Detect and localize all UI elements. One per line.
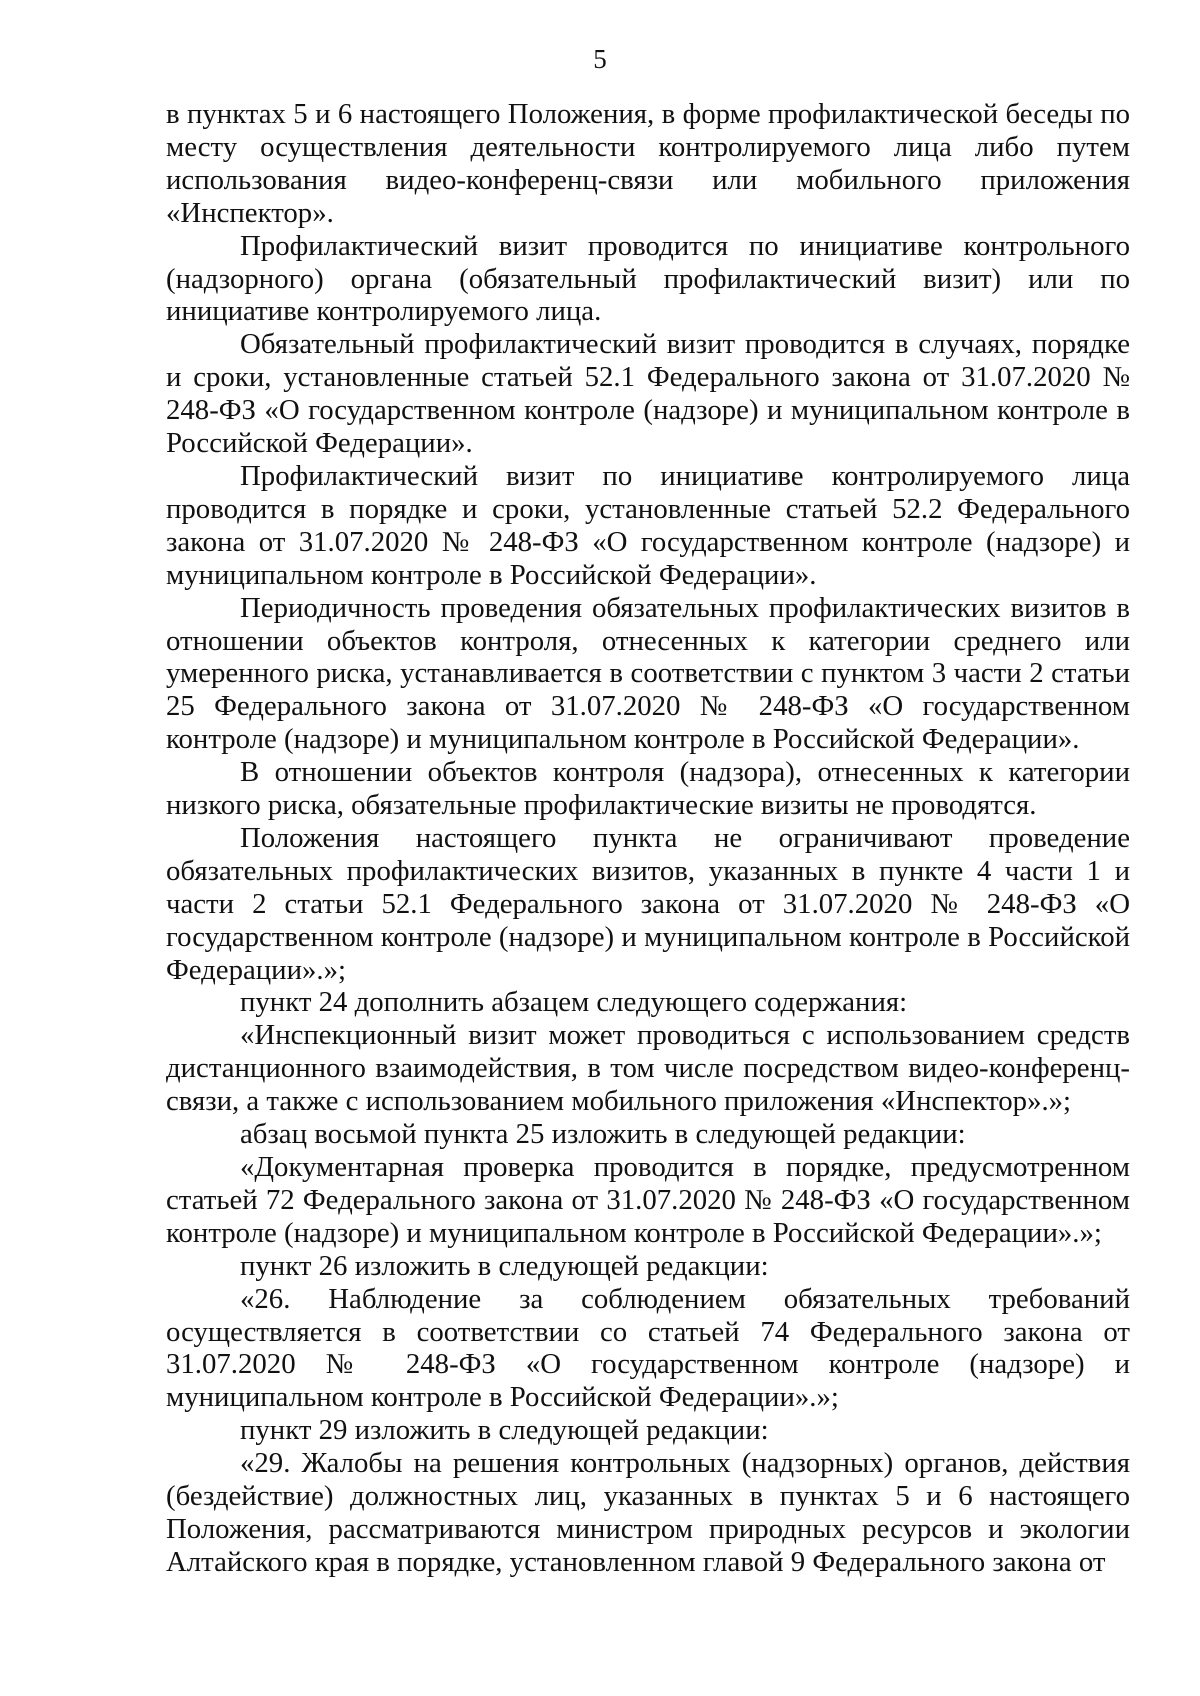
paragraph-item-24-content: «Инспекционный визит может проводиться с использованием средств дистанционного взаимодействия, в том числе посредством видео-конференц-связи, а также с использованием мобильного приложения «Инспектор».»;	[166, 1019, 1130, 1118]
paragraph-periodicity: Периодичность проведения обязательных профилактических визитов в отношении объектов контроля, отнесенных к категории среднего или умеренного риска, устанавливается в соответствии с пунктом 3 части 2 статьи 25 Федерального закона от 31.07.2020 № 248-ФЗ «О государственном контроле (надзоре) и муниципальном контроле в Российской Федерации».	[166, 591, 1130, 756]
paragraph-provisions: Положения настоящего пункта не ограничивают проведение обязательных профилактических визитов, указанных в пункте 4 части 1 и части 2 статьи 52.1 Федерального закона от 31.07.2020 № 248-ФЗ «О государственном контроле (надзоре) и муниципальном контроле в Российской Федерации».»;	[166, 821, 1130, 986]
paragraph-low-risk: В отношении объектов контроля (надзора), отнесенных к категории низкого риска, обязательные профилактические визиты не проводятся.	[166, 756, 1130, 822]
paragraph-item-29-content: «29. Жалобы на решения контрольных (надзорных) органов, действия (бездействие) должностных лиц, указанных в пунктах 5 и 6 настоящего Положения, рассматриваются министром природных ресурсов и экологии Алтайского края в порядке, установленном главой 9 Федерального закона от	[166, 1447, 1130, 1578]
paragraph-item-29-instruction: пункт 29 изложить в следующей редакции:	[240, 1414, 769, 1447]
paragraph-visit-by-controlled-person: Профилактический визит по инициативе контролируемого лица проводится в порядке и сроки, установленные статьей 52.2 Федерального закона от 31.07.2020 № 248-ФЗ «О государственном контроле (надзоре) и муниципальном контроле в Российской Федерации».	[166, 459, 1130, 591]
paragraph-item-25-instruction: абзац восьмой пункта 25 изложить в следующей редакции:	[240, 1118, 966, 1151]
body-text	[166, 98, 1130, 1579]
paragraph-visit-initiative: Профилактический визит проводится по инициативе контрольного (надзорного) органа (обязательный профилактический визит) или по инициативе контролируемого лица.	[166, 229, 1130, 328]
paragraph-mandatory-visit: Обязательный профилактический визит проводится в случаях, порядке и сроки, установленные статьей 52.1 Федерального закона от 31.07.2020 № 248-ФЗ «О государственном контроле (надзоре) и муниципальном контроле в Российской Федерации».	[166, 328, 1130, 460]
paragraph-item-25-content: «Документарная проверка проводится в порядке, предусмотренном статьей 72 Федерального закона от 31.07.2020 № 248-ФЗ «О государственном контроле (надзоре) и муниципальном контроле в Российской Федерации».»;	[166, 1151, 1130, 1249]
paragraph-item-26-content: «26. Наблюдение за соблюдением обязательных требований осуществляется в соответствии со статьей 74 Федерального закона от 31.07.2020 № 248-ФЗ «О государственном контроле (надзоре) и муниципальном контроле в Российской Федерации».»;	[166, 1282, 1130, 1414]
page-number: 5	[593, 44, 607, 74]
paragraph-continuation: в пунктах 5 и 6 настоящего Положения, в форме профилактической беседы по месту осуществления деятельности контролируемого лица либо путем использования видео-конференц-связи или мобильного приложения «Инспектор».	[166, 98, 1130, 229]
paragraph-item-26-instruction: пункт 26 изложить в следующей редакции:	[240, 1249, 769, 1282]
paragraph-item-24-instruction: пункт 24 дополнить абзацем следующего содержания:	[240, 986, 908, 1019]
